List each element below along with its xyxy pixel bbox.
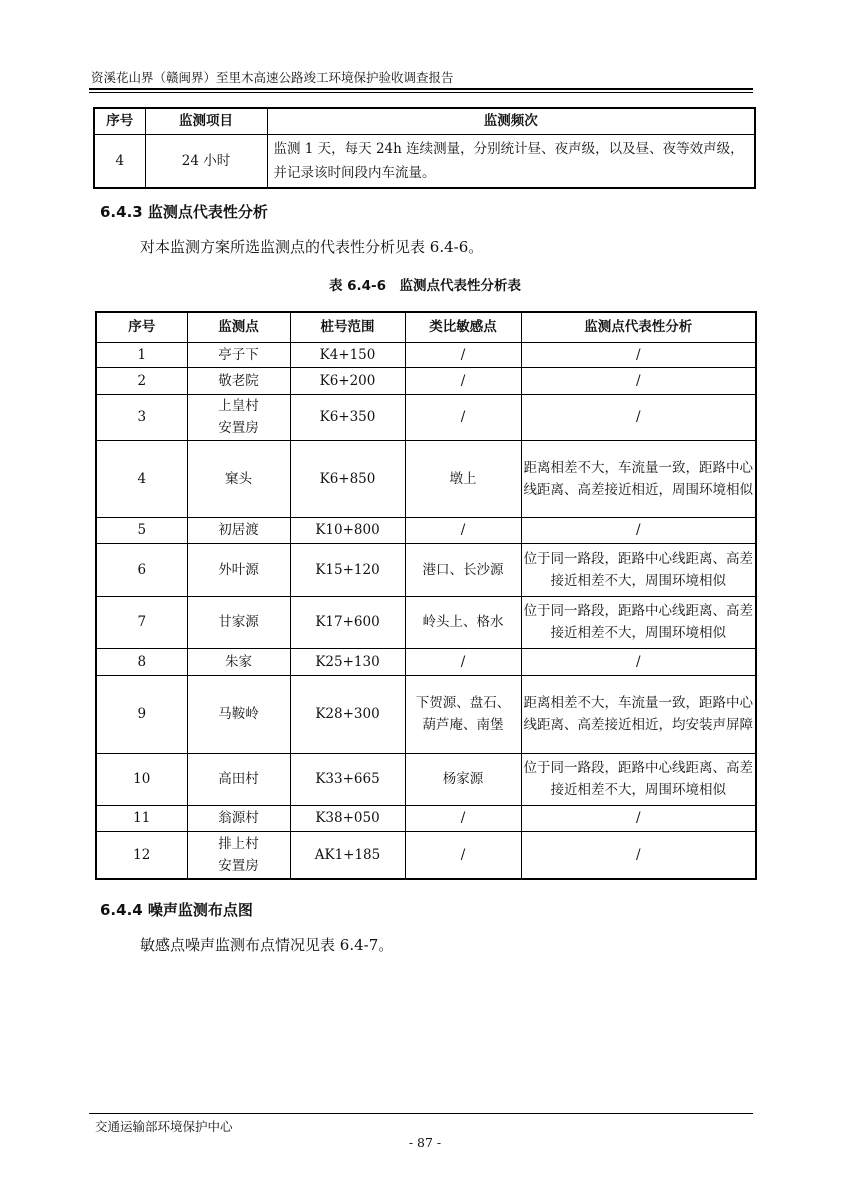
- cell-point: 初居渡: [187, 517, 290, 543]
- cell-analysis: 位于同一路段，距路中心线距离、高差接近相差不大，周围环境相似: [521, 753, 756, 805]
- col-header-frequency: 监测频次: [267, 108, 755, 134]
- table-row: [96, 543, 756, 596]
- col-header-point: 监测点: [187, 312, 290, 342]
- cell-stake: K28+300: [290, 675, 405, 753]
- cell-no: 8: [96, 648, 187, 675]
- cell-no: 10: [96, 753, 187, 805]
- cell-point: 排上村安置房: [187, 831, 290, 879]
- cell-item: 24 小时: [145, 134, 267, 188]
- cell-analysis: /: [521, 342, 756, 367]
- cell-similar: /: [405, 517, 521, 543]
- section-heading-6-4-4: 6.4.4 噪声监测布点图: [100, 901, 253, 919]
- cell-analysis: 位于同一路段，距路中心线距离、高差接近相差不大，周围环境相似: [521, 543, 756, 596]
- table-row: [96, 805, 756, 831]
- cell-no: 1: [96, 342, 187, 367]
- table-caption: 表 6.4-6 监测点代表性分析表: [328, 278, 522, 294]
- cell-point: 敬老院: [187, 367, 290, 394]
- col-header-no: 序号: [96, 312, 187, 342]
- cell-point: 甘家源: [187, 596, 290, 648]
- cell-analysis: /: [521, 394, 756, 440]
- table-row: [96, 648, 756, 675]
- table-row: [96, 367, 756, 394]
- monitoring-frequency-table: [93, 107, 756, 189]
- cell-analysis: 距离相差不大，车流量一致，距路中心线距离、高差接近相近，均安装声屏障: [521, 675, 756, 753]
- cell-analysis: 位于同一路段，距路中心线距离、高差接近相差不大，周围环境相似: [521, 596, 756, 648]
- cell-no: 5: [96, 517, 187, 543]
- cell-stake: K33+665: [290, 753, 405, 805]
- table-row: [96, 440, 756, 517]
- section-heading-6-4-3: 6.4.3 监测点代表性分析: [100, 203, 268, 221]
- cell-no: 2: [96, 367, 187, 394]
- col-header-item: 监测项目: [145, 108, 267, 134]
- col-header-analysis: 监测点代表性分析: [521, 312, 756, 342]
- cell-similar: /: [405, 805, 521, 831]
- col-header-no: 序号: [94, 108, 145, 134]
- col-header-stake: 桩号范围: [290, 312, 405, 342]
- running-header: 资溪花山界（赣闽界）至里木高速公路竣工环境保护验收调查报告: [91, 70, 454, 85]
- cell-similar: 杨家源: [405, 753, 521, 805]
- cell-point: 上皇村安置房: [187, 394, 290, 440]
- table-row: [96, 342, 756, 367]
- col-header-similar: 类比敏感点: [405, 312, 521, 342]
- cell-frequency: 监测 1 天，每天 24h 连续测量，分别统计昼、夜声级，以及昼、夜等效声级，并记录该时间段内车流量。: [267, 134, 755, 188]
- cell-point: 亭子下: [187, 342, 290, 367]
- cell-point: 高田村: [187, 753, 290, 805]
- cell-analysis: /: [521, 805, 756, 831]
- cell-similar: /: [405, 394, 521, 440]
- cell-no: 4: [96, 440, 187, 517]
- cell-no: 11: [96, 805, 187, 831]
- cell-similar: /: [405, 367, 521, 394]
- cell-point: 翁源村: [187, 805, 290, 831]
- cell-similar: 岭头上、格水: [405, 596, 521, 648]
- table-row: [96, 753, 756, 805]
- cell-similar: /: [405, 648, 521, 675]
- table-row: [96, 675, 756, 753]
- header-rule-thin: [89, 92, 753, 93]
- table-row: [94, 134, 755, 188]
- cell-no: 9: [96, 675, 187, 753]
- footer-organization: 交通运输部环境保护中心: [95, 1119, 233, 1134]
- table-row: [96, 596, 756, 648]
- cell-stake: K38+050: [290, 805, 405, 831]
- table-row: [96, 831, 756, 879]
- cell-point: 朱家: [187, 648, 290, 675]
- cell-similar: 墩上: [405, 440, 521, 517]
- table-row: [96, 517, 756, 543]
- cell-no: 12: [96, 831, 187, 879]
- cell-point: 马鞍岭: [187, 675, 290, 753]
- header-rule: [89, 88, 753, 90]
- table-row: [96, 394, 756, 440]
- cell-no: 6: [96, 543, 187, 596]
- cell-point: 外叶源: [187, 543, 290, 596]
- cell-stake: K6+850: [290, 440, 405, 517]
- cell-point: 窠头: [187, 440, 290, 517]
- cell-stake: K17+600: [290, 596, 405, 648]
- cell-similar: 下贺源、盘石、葫芦庵、南堡: [405, 675, 521, 753]
- cell-analysis: /: [521, 648, 756, 675]
- page-number: - 87 -: [408, 1135, 442, 1150]
- cell-stake: K10+800: [290, 517, 405, 543]
- cell-no: 4: [94, 134, 145, 188]
- cell-stake: AK1+185: [290, 831, 405, 879]
- paragraph-6-4-3: 对本监测方案所选监测点的代表性分析见表 6.4-6。: [140, 238, 484, 256]
- cell-no: 3: [96, 394, 187, 440]
- cell-similar: /: [405, 342, 521, 367]
- representativeness-table: [95, 311, 757, 880]
- cell-stake: K6+200: [290, 367, 405, 394]
- cell-stake: K6+350: [290, 394, 405, 440]
- paragraph-6-4-4: 敏感点噪声监测布点情况见表 6.4-7。: [140, 936, 394, 954]
- footer-rule: [89, 1113, 753, 1114]
- cell-stake: K4+150: [290, 342, 405, 367]
- cell-analysis: /: [521, 367, 756, 394]
- cell-similar: /: [405, 831, 521, 879]
- cell-stake: K15+120: [290, 543, 405, 596]
- cell-analysis: /: [521, 517, 756, 543]
- cell-analysis: /: [521, 831, 756, 879]
- cell-no: 7: [96, 596, 187, 648]
- cell-similar: 港口、长沙源: [405, 543, 521, 596]
- cell-analysis: 距离相差不大，车流量一致，距路中心线距离、高差接近相近，周围环境相似: [521, 440, 756, 517]
- cell-stake: K25+130: [290, 648, 405, 675]
